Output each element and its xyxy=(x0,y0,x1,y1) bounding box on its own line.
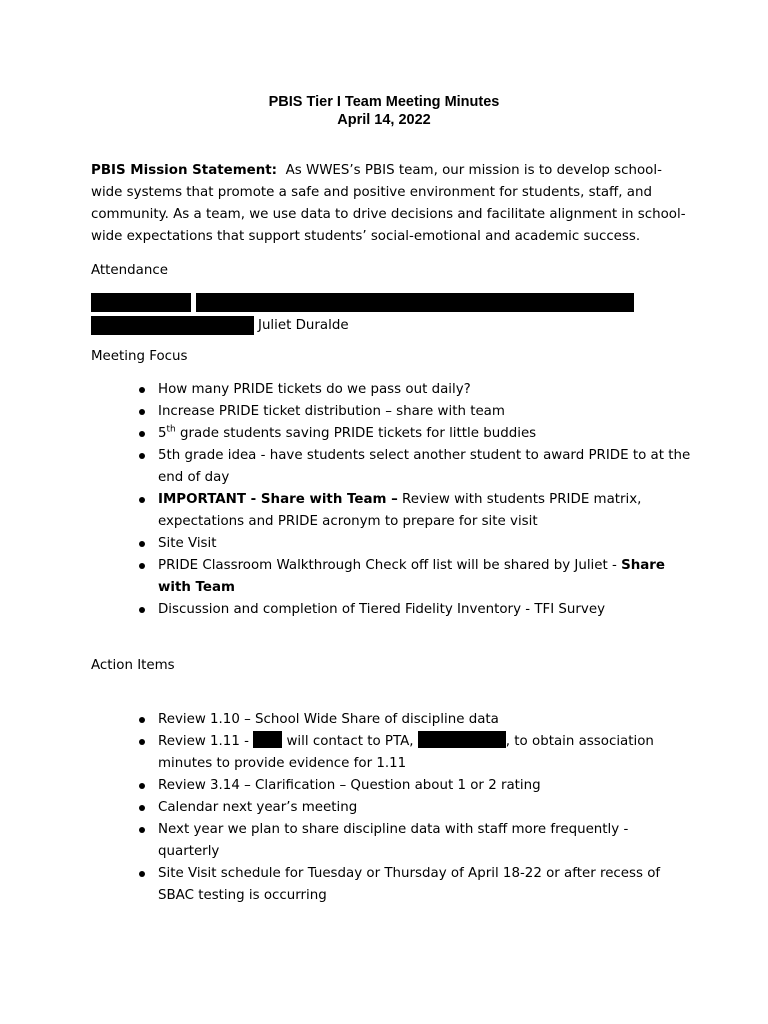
redacted-name xyxy=(253,731,282,748)
mission-text: As WWES’s PBIS team, our mission is to develop school-wide systems that promote a safe and positive environment for students, staff, and community. As a team, we use data to drive decisions and facilitate alignment in school-wide expectations that support students’ social-emotional and academic success. xyxy=(91,163,686,244)
bullet-icon xyxy=(139,431,145,437)
bullet-icon xyxy=(139,783,145,789)
meeting-date: April 14, 2022 xyxy=(337,112,431,128)
bullet-icon xyxy=(139,453,145,459)
redacted-block xyxy=(91,293,191,312)
list-item: How many PRIDE tickets do we pass out daily? xyxy=(91,379,691,401)
list-item: Discussion and completion of Tiered Fidelity Inventory - TFI Survey xyxy=(91,599,691,621)
action-items-list xyxy=(91,709,691,907)
action-items-heading: Action Items xyxy=(91,658,175,673)
bullet-icon xyxy=(139,387,145,393)
bullet-icon xyxy=(139,497,145,503)
meeting-focus-heading: Meeting Focus xyxy=(91,349,188,364)
bullet-icon xyxy=(139,607,145,613)
list-item: Review 3.14 – Clarification – Question about 1 or 2 rating xyxy=(91,775,691,797)
bullet-icon xyxy=(139,827,145,833)
bullet-icon xyxy=(139,739,145,745)
bullet-icon xyxy=(139,805,145,811)
redacted-name xyxy=(418,731,506,748)
document-title: PBIS Tier I Team Meeting Minutes xyxy=(268,94,500,110)
bullet-icon xyxy=(139,409,145,415)
list-item: Site Visit schedule for Tuesday or Thursday of April 18-22 or after recess of SBAC testing is occurring xyxy=(91,863,691,907)
attendee-name: Juliet Duralde xyxy=(258,318,349,333)
list-item: 5th grade idea - have students select another student to award PRIDE to at the end of day xyxy=(91,445,691,489)
redacted-block xyxy=(196,293,634,312)
meeting-focus-list xyxy=(91,379,691,621)
bullet-icon xyxy=(139,541,145,547)
list-item: Site Visit xyxy=(91,533,691,555)
redacted-block xyxy=(91,316,254,335)
bullet-icon xyxy=(139,871,145,877)
list-item: PRIDE Classroom Walkthrough Check off list will be shared by Juliet - Share with Team xyxy=(91,555,691,599)
attendance-heading: Attendance xyxy=(91,263,168,278)
list-item: Increase PRIDE ticket distribution – share with team xyxy=(91,401,691,423)
list-item: Review 1.10 – School Wide Share of discipline data xyxy=(91,709,691,731)
list-item: IMPORTANT - Share with Team – Review with students PRIDE matrix, expectations and PRIDE acronym to prepare for site visit xyxy=(91,489,691,533)
list-item: Review 1.11 - will contact to PTA, , to obtain association minutes to provide evidence for 1.11 xyxy=(91,731,691,775)
list-item: Next year we plan to share discipline data with staff more frequently - quarterly xyxy=(91,819,691,863)
bullet-icon xyxy=(139,717,145,723)
mission-statement xyxy=(91,160,691,248)
list-item: 5th grade students saving PRIDE tickets for little buddies xyxy=(91,423,691,445)
mission-label: PBIS Mission Statement: xyxy=(91,163,278,178)
bullet-icon xyxy=(139,563,145,569)
list-item: Calendar next year’s meeting xyxy=(91,797,691,819)
